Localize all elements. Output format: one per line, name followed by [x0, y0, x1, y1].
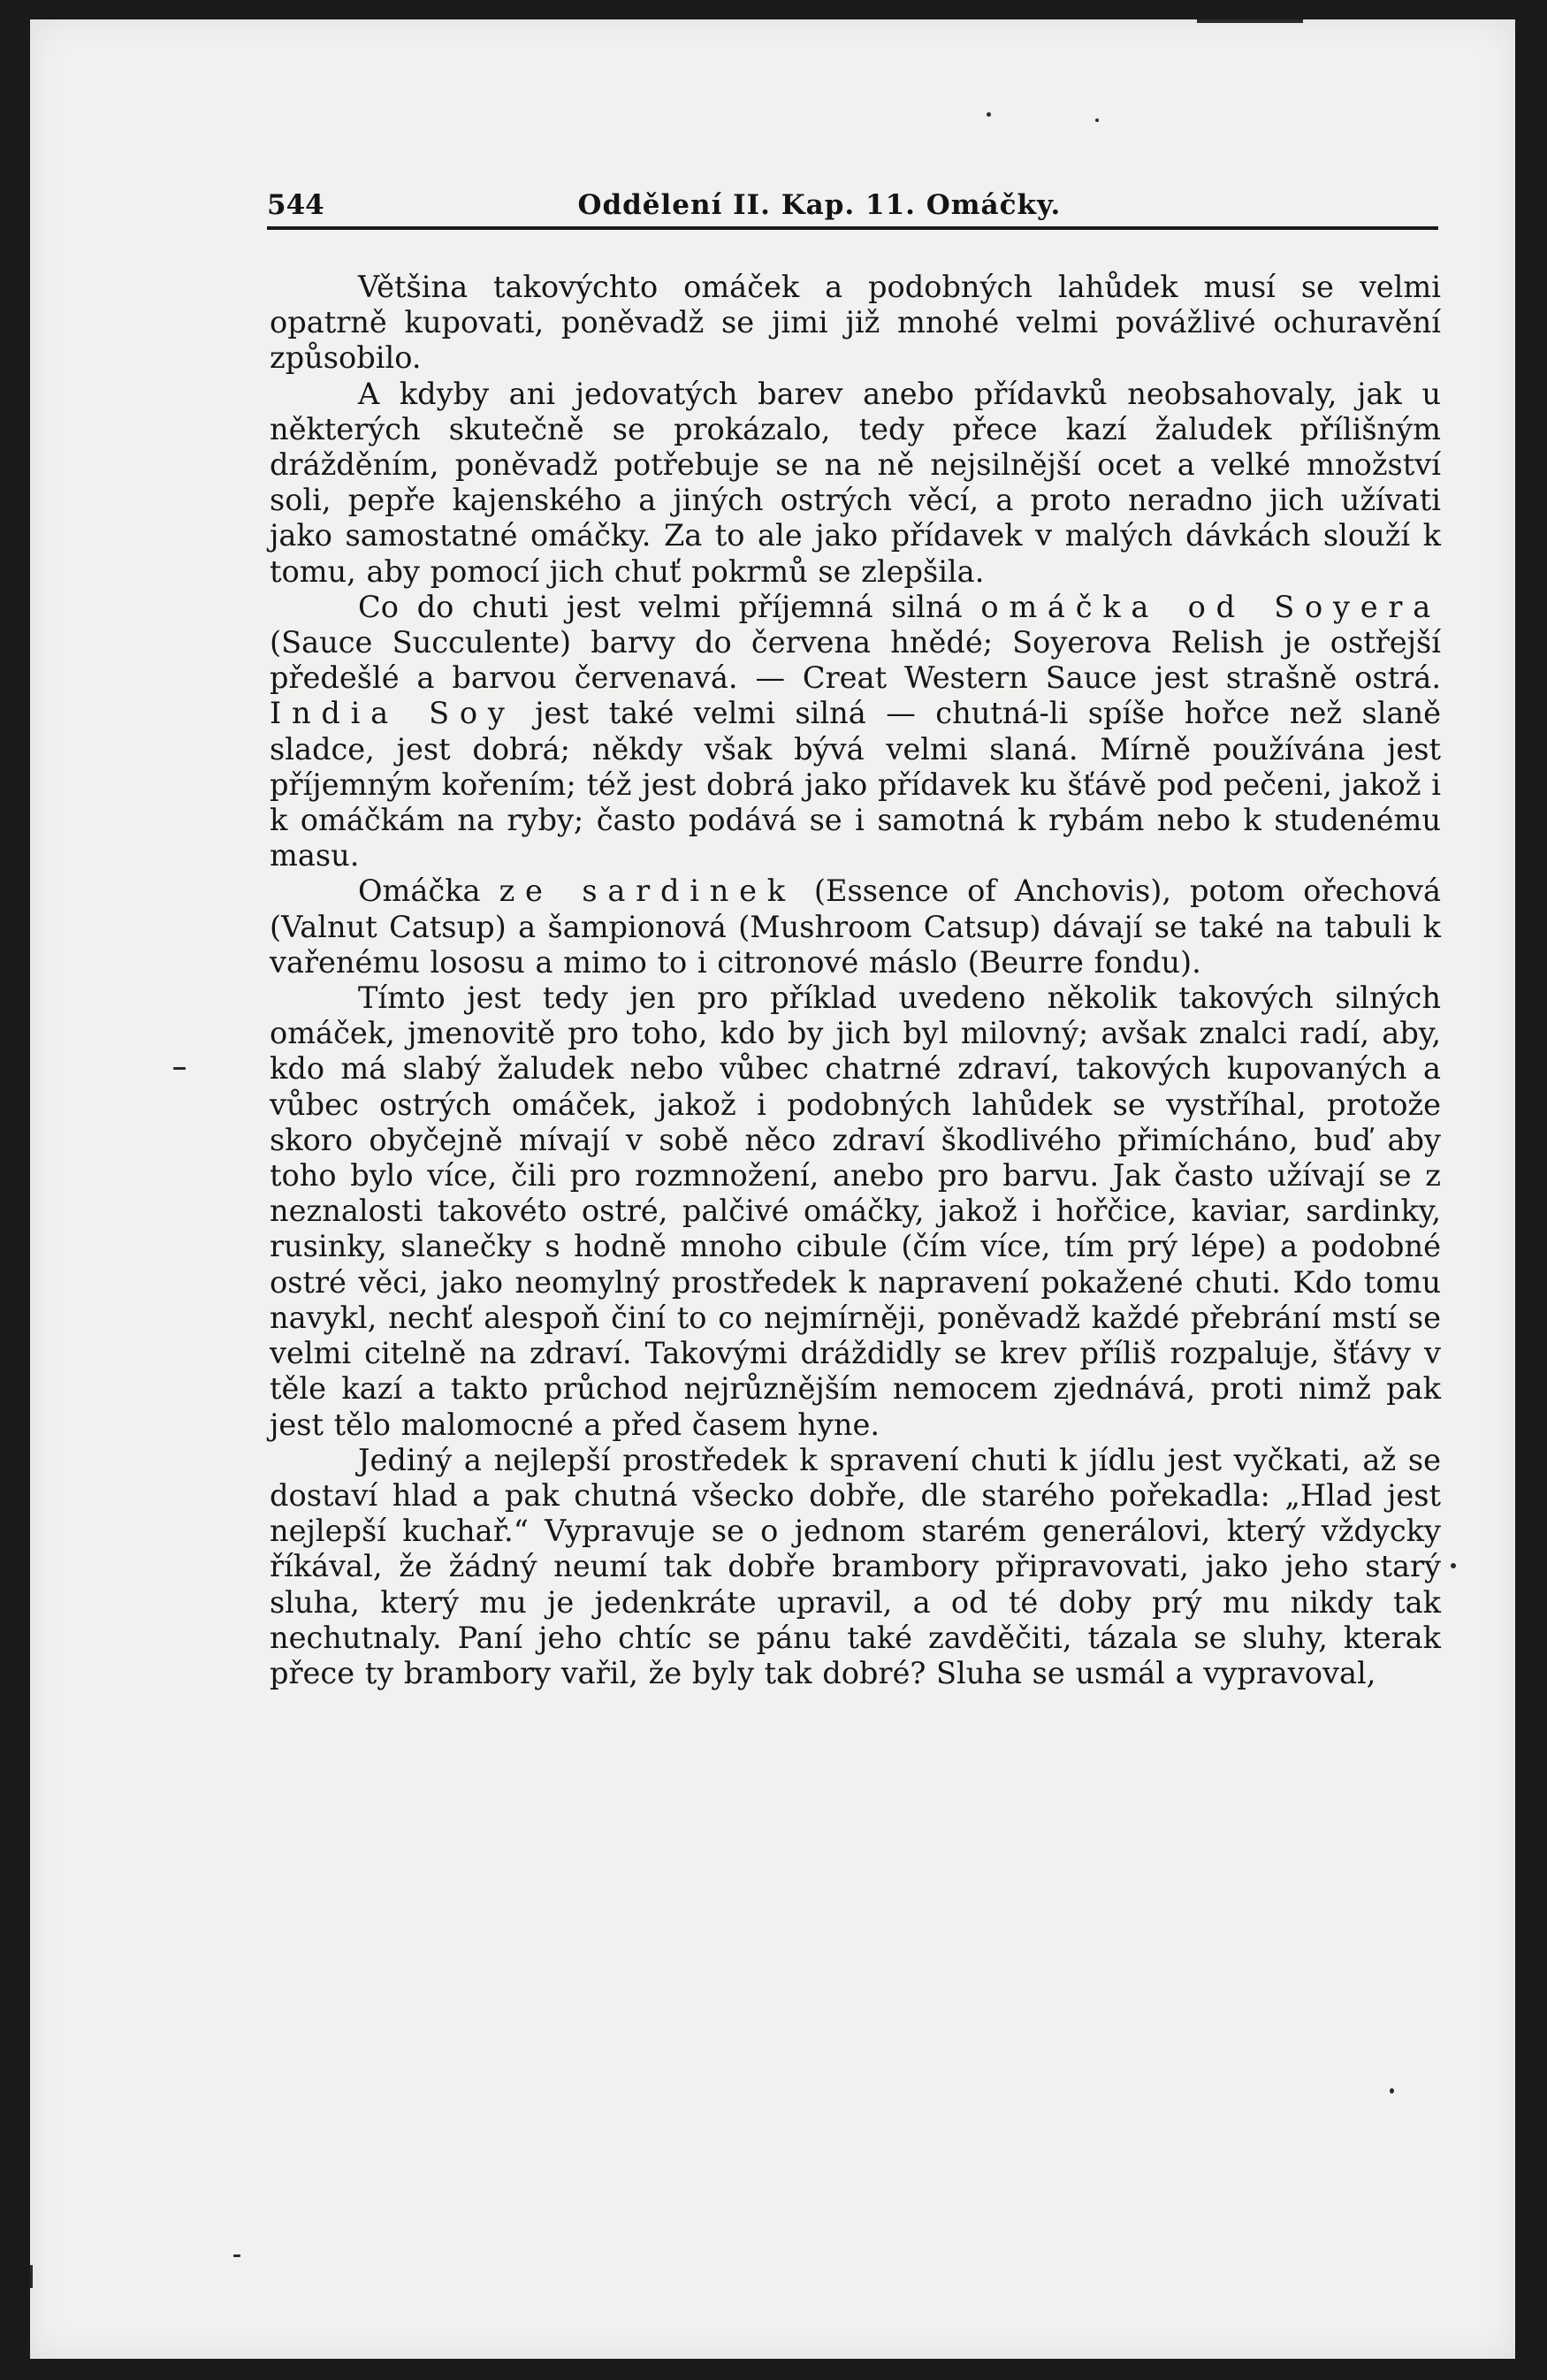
paragraph-text: Omáčka — [358, 873, 499, 909]
scan-speck — [233, 2254, 240, 2257]
running-header — [267, 180, 1438, 230]
paragraph-text: (Essence of Anchovis), potom ořechová (Valnut Catsup) a šampionová (Mushroom Catsup) dávají se také na tabuli k vařenému lososu a mimo to i citronové máslo (Beurre fondu). — [270, 873, 1442, 980]
emphasized-term: India Soy — [270, 696, 515, 731]
paragraph-text: Tímto jest tedy jen pro příklad uvedeno několik takových silných omáček, jmenovitě pro toho, kdo by jich byl milovný; avšak znalci radí, aby, kdo má slabý žaludek nebo vůbec chatrné zdraví, takových kupovaných a vůbec ostrých omáček, jakož i podobných lahůdek se vystříhal, protože skoro obyčejně mívají v sobě něco zdraví škodlivého přimícháno, buď aby toho bylo více, čili pro rozmnožení, anebo pro barvu. Jak často užívají se z neznalosti takovéto ostré, palčivé omáčky, jakož i hořčice, kaviar, sardinky, rusinky, slanečky s hodně mnoho cibule (čím více, tím prý lépe) a podobné ostré věci, jako neomylný prostředek k napravení pokažené chuti. Kdo tomu navykl, nechť alespoň činí to co nejmírněji, poněvadž každé přebrání mstí se velmi citelně na zdraví. Takovými dráždidly se krev příliš rozpaluje, šťávy v těle kazí a takto průchod nejrůznějším nemocem zjednává, proti nimž pak jest tělo malomocné a před časem hyne. — [270, 980, 1441, 1442]
scan-speck — [1451, 1563, 1456, 1568]
paragraph-text: Většina takovýchto omáček a podobných lahůdek musí se velmi opatrně kupovati, poněvadž se jimi již mnohé velmi povážlivé ochuravění způsobilo. — [270, 270, 1441, 376]
scan-speck — [1095, 118, 1099, 122]
paragraph-text: jest také velmi silná — chutná-li spíše hořce než slaně sladce, jest dobrá; někdy však bývá velmi slaná. Mírně používána jest příjemným kořením; též jest dobrá jako přídavek ku šťávě pod pečeni, jakož i k omáčkám na ryby; často podává se i samotná k rybám nebo k studenému masu. — [270, 696, 1441, 873]
emphasized-term: omáčka od Soyera — [980, 589, 1441, 624]
paragraph — [270, 873, 1441, 980]
paragraph — [270, 590, 1441, 874]
scan-speck — [987, 112, 991, 117]
paragraph-text: A kdyby ani jedovatých barev anebo přídavků neobsahovaly, jak u některých skutečně se prokázalo, tedy přece kazí žaludek přílišným drážděním, poněvadž potřebuje se na ně nejsilnější ocet a velké množství soli, pepře kajenského a jiných ostrých věcí, a proto neradno jich užívati jako samostatné omáčky. Za to ale jako přídavek v malých dávkách slouží k tomu, aby pomocí jich chuť pokrmů se zlepšila. — [270, 376, 1441, 589]
section-title: Oddělení II. Kap. 11. Omáčky. — [577, 189, 1062, 221]
page-number: 544 — [267, 189, 324, 221]
body-text — [270, 270, 1441, 1691]
paragraph — [270, 270, 1441, 377]
paragraph-text: (Sauce Succulente) barvy do červena hnědé; Soyerova Relish je ostřejší předešlé a barvou červenavá. — Creat Western Sauce jest strašně ostrá. — [270, 625, 1441, 696]
paragraph-text: Jediný a nejlepší prostředek k spravení chuti k jídlu jest vyčkati, až se dostaví hlad a pak chutná všecko dobře, dle starého pořekadla: „Hlad jest nejlepší kuchař.“ Vypravuje se o jednom starém generálovi, který vždycky říkával, že žádný neumí tak dobře brambory připravovati, jako jeho starý sluha, který mu je jedenkráte upravil, a od té doby prý mu nikdy tak nechutnaly. Paní jeho chtíc se pánu také zavděčiti, tázala se sluhy, kterak přece ty brambory vařil, že byly tak dobré? Sluha se usmál a vypravoval, — [270, 1442, 1441, 1690]
paragraph — [270, 377, 1441, 590]
scan-edge-mark — [1197, 19, 1303, 23]
paragraph — [270, 1443, 1441, 1691]
scan-speck — [173, 1067, 186, 1070]
scan-edge-mark — [30, 2265, 33, 2288]
emphasized-term: ze sardinek — [499, 873, 796, 909]
paragraph — [270, 980, 1441, 1443]
paragraph-text: Co do chuti jest velmi příjemná silná — [358, 589, 981, 624]
scan-speck — [1390, 2088, 1394, 2094]
